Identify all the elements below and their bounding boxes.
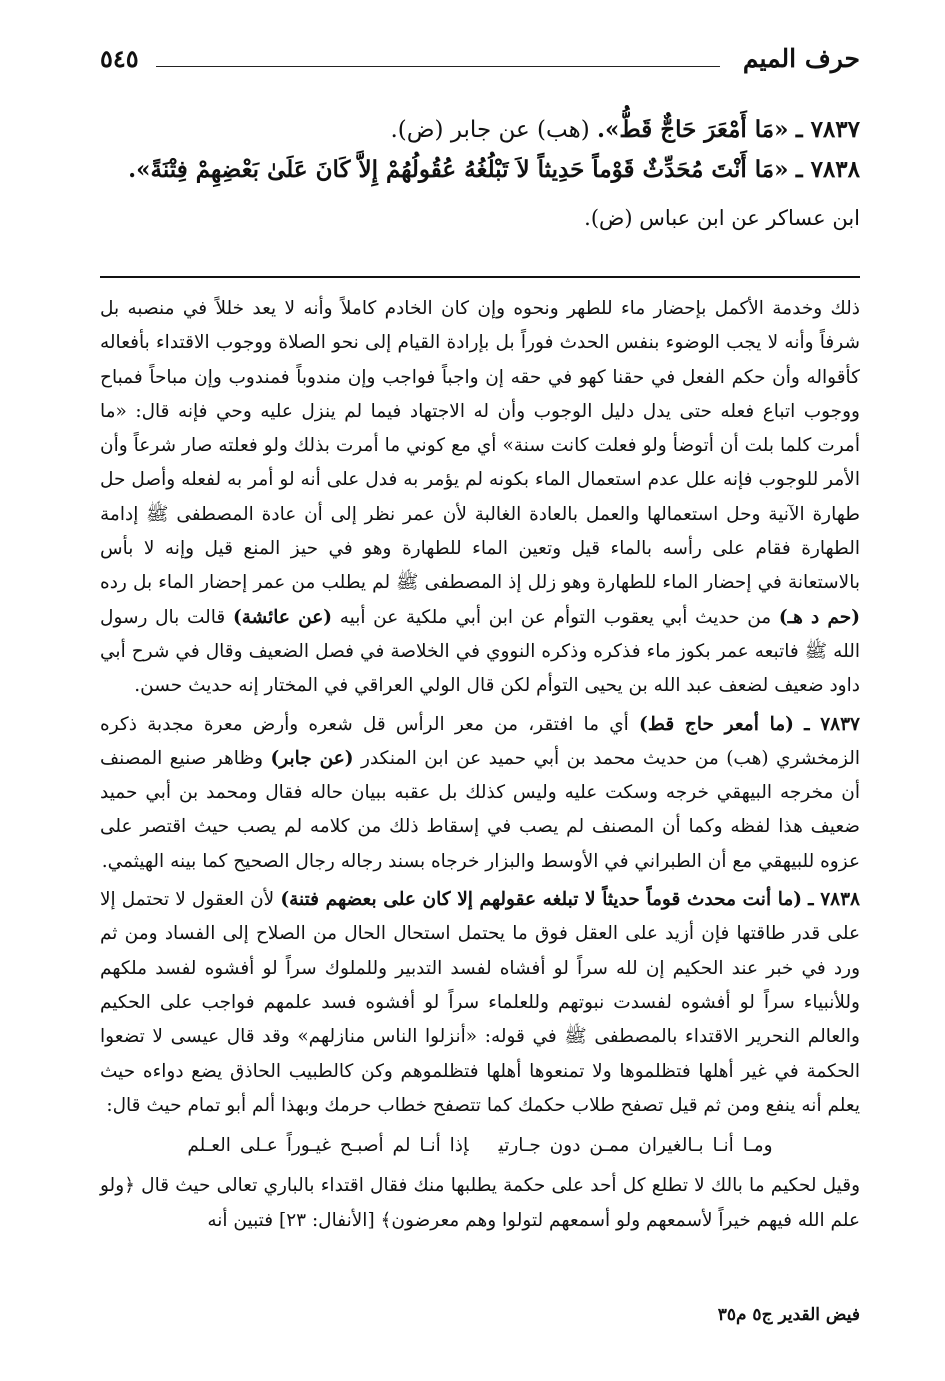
paragraph-text: قالت بال رسول الله ﷺ فاتبعه عمر بكوز ماء فذكره وذكره النووي في الخلاصة في فصل الضعيف وقال في شرح أبي داود ضعيف لضعف عبد الله بن يحيى التوأم لكن قال الولي العراقي في المختار إنه حديث حسن.	[100, 606, 860, 697]
paragraph-text: لأن العقول لا تحتمل إلا على قدر طاقتها فإن أزيد على العقل فوق ما يحتمل استحال الحال من الصلاح إلى الفساد ومن ثم ورد في خبر عند الحكيم إن لله سراً لو أفشاه لفسد التدبير وللملوك سراً لو أفشوه لفسد ملكهم وللأنبياء سراً لو أفشوه لفسدت نبوتهم وللعلماء سراً لو أفشوه فسد علمهم فواجب على الحكيم والعالم النحرير الاقتداء بالمصطفى ﷺ في قوله: «أنزلوا الناس منازلهم» وقد قال عيسى لا تضعوا الحكمة في غير أهلها فتظلموها ولا تمنعوها أهلها فتظلموهم وكن كالطبيب الحاذق يضع دواءه حيث يعلم أنه ينفع ومن ثم قيل تصفح طلاب حكمك كما تتصفح خطاب حرمك وبهذا ألم أبو تمام حيث قال:	[100, 889, 860, 1116]
hadith-matn: «مَا أَنْتَ مُحَدِّثٌ قَوْماً حَدِيثاً لاَ تَبْلُغُهُ عُقُولُهُمْ إِلاَّ كَانَ عَلَىٰ بَعْضِهِمْ فِتْنَةً».	[128, 156, 789, 183]
paragraph-text: وظاهر صنيع المصنف أن مخرجه البيهقي خرجه وسكت عليه وليس كذلك بل عقبه ببيان حاله فقال ومحمد بن أبي حميد ضعيف هذا لفظه وكما أن المصنف لم يصب في إسقاط ذلك من كلامه لم يصب حيث اقتصر على عزوه للبيهقي مع أن الطبراني في الأوسط والبزار خرجاه بسند رجاله رجال الصحيح كما بينه الهيثمي.	[100, 747, 860, 872]
commentary-text	[100, 292, 860, 1238]
chapter-title: حرف الميم	[742, 44, 860, 73]
section-divider	[100, 276, 860, 278]
paragraph-text: أي ما افتقر، من معر الرأس قل شعره وأرض معرة مجدبة ذكره الزمخشري	[100, 713, 860, 769]
hadith-number: ٧٨٣٧ ـ	[804, 713, 860, 735]
hadith-7837	[100, 110, 860, 150]
hadith-number: ٧٨٣٨ ـ	[795, 156, 860, 183]
verse-hemistich: ومـا أنـا بـالغيران ممـن دون جـارتي	[498, 1135, 773, 1157]
paragraph-text: من حديث محمد بن أبي حميد عن ابن المنكدر	[360, 747, 719, 769]
paragraph-text: من حديث أبي يعقوب التوأم عن ابن أبي ملكية عن أبيه	[339, 606, 772, 628]
reference-code: (حم د هـ)	[778, 606, 860, 628]
hadith-matn: «مَا أَمْعَرَ حَاجٌّ قَطُّ».	[597, 116, 789, 143]
paragraph-text: ذلك وخدمة الأكمل بإحضار ماء للطهر ونحوه وإن كان الخادم كاملاً وأنه لا يعد خللاً في منصبه بل شرفاً وأنه لا يجب الوضوء بنفس الحدث فوراً بل بإرادة القيام إلى نحو الصلاة ووجوب الاقتداء بأفعاله كأقواله وأن حكم الفعل في حقنا كهو في حقه إن واجباً فواجب وإن مندوباً فمندوب وإن مباحاً فمباح ووجوب اتباع فعله حتى يدل دليل الوجوب وأن له الاجتهاد فيما لم ينزل عليه وحي فإنه قال: «ما أمرت كلما بلت أن أتوضأ ولو فعلت كانت سنة» أي مع كوني ما أمرت بذلك ولو فعلته صار شرعاً وأن الأمر للوجوب فإنه علل عدم استعمال الماء بكونه لم يؤمر به فدل على أنه لو أمر به لفعله وأصل حل طهارة الآنية وحل استعمالها والعمل بالعادة الغالبة لأن عمر نظر إلى أن عادة المصطفى ﷺ إدامة الطهارة فقام على رأسه بالماء قيل وتعين الماء للطهارة وهو في حيز المنع قيل وإنه لا بأس بالاستعانة في إحضار الماء للطهارة وهو زلل إذ المصطفى ﷺ لم يطلب من عمر إحضار الماء بل رده	[100, 298, 860, 594]
hadith-text-block	[100, 110, 860, 238]
commentary-lemma: (ما أنت محدث قوماً حديثاً لا تبلغه عقولهم إلا كان على بعضهم فتنة)	[280, 889, 803, 911]
hadith-source: (هب) عن جابر (ض).	[390, 117, 590, 143]
hadith-7838	[100, 150, 860, 190]
commentary-paragraph	[100, 292, 860, 704]
reference-narrator: (عن عائشة)	[232, 606, 333, 628]
hadith-number: ٧٨٣٧ ـ	[795, 116, 860, 143]
commentary-paragraph	[100, 883, 860, 1123]
hadith-number: ٧٨٣٨ ـ	[808, 889, 860, 911]
commentary-paragraph	[100, 708, 860, 879]
paragraph-text: وقيل لحكيم ما بالك لا تطلع كل أحد على حكمة يطلبها منك فقال اقتداء بالباري تعالى حيث قال ﴿ولو علم الله فيهم خيراً لأسمعهم ولو أسمعهم لتولوا وهم معرضون﴾ [الأنفال: ٢٣] فتبين أنه	[100, 1175, 860, 1231]
reference-narrator: (عن جابر)	[270, 747, 354, 769]
page-header	[100, 42, 860, 82]
reference-code: (هب)	[726, 747, 769, 769]
commentary-lemma: (ما أمعر حاج قط)	[639, 713, 794, 735]
poetry-verse	[100, 1127, 860, 1165]
page-number: ٥٤٥	[100, 44, 139, 73]
header-rule	[156, 66, 720, 67]
commentary-paragraph	[100, 1169, 860, 1238]
hadith-source: ابن عساكر عن ابن عباس (ض).	[584, 206, 860, 230]
page-signature: فيض القدير ج٥ م٣٥	[717, 1305, 860, 1325]
verse-hemistich: إذا أنـا لم أصبـح غيـوراً عـلى العـلم	[187, 1135, 469, 1157]
